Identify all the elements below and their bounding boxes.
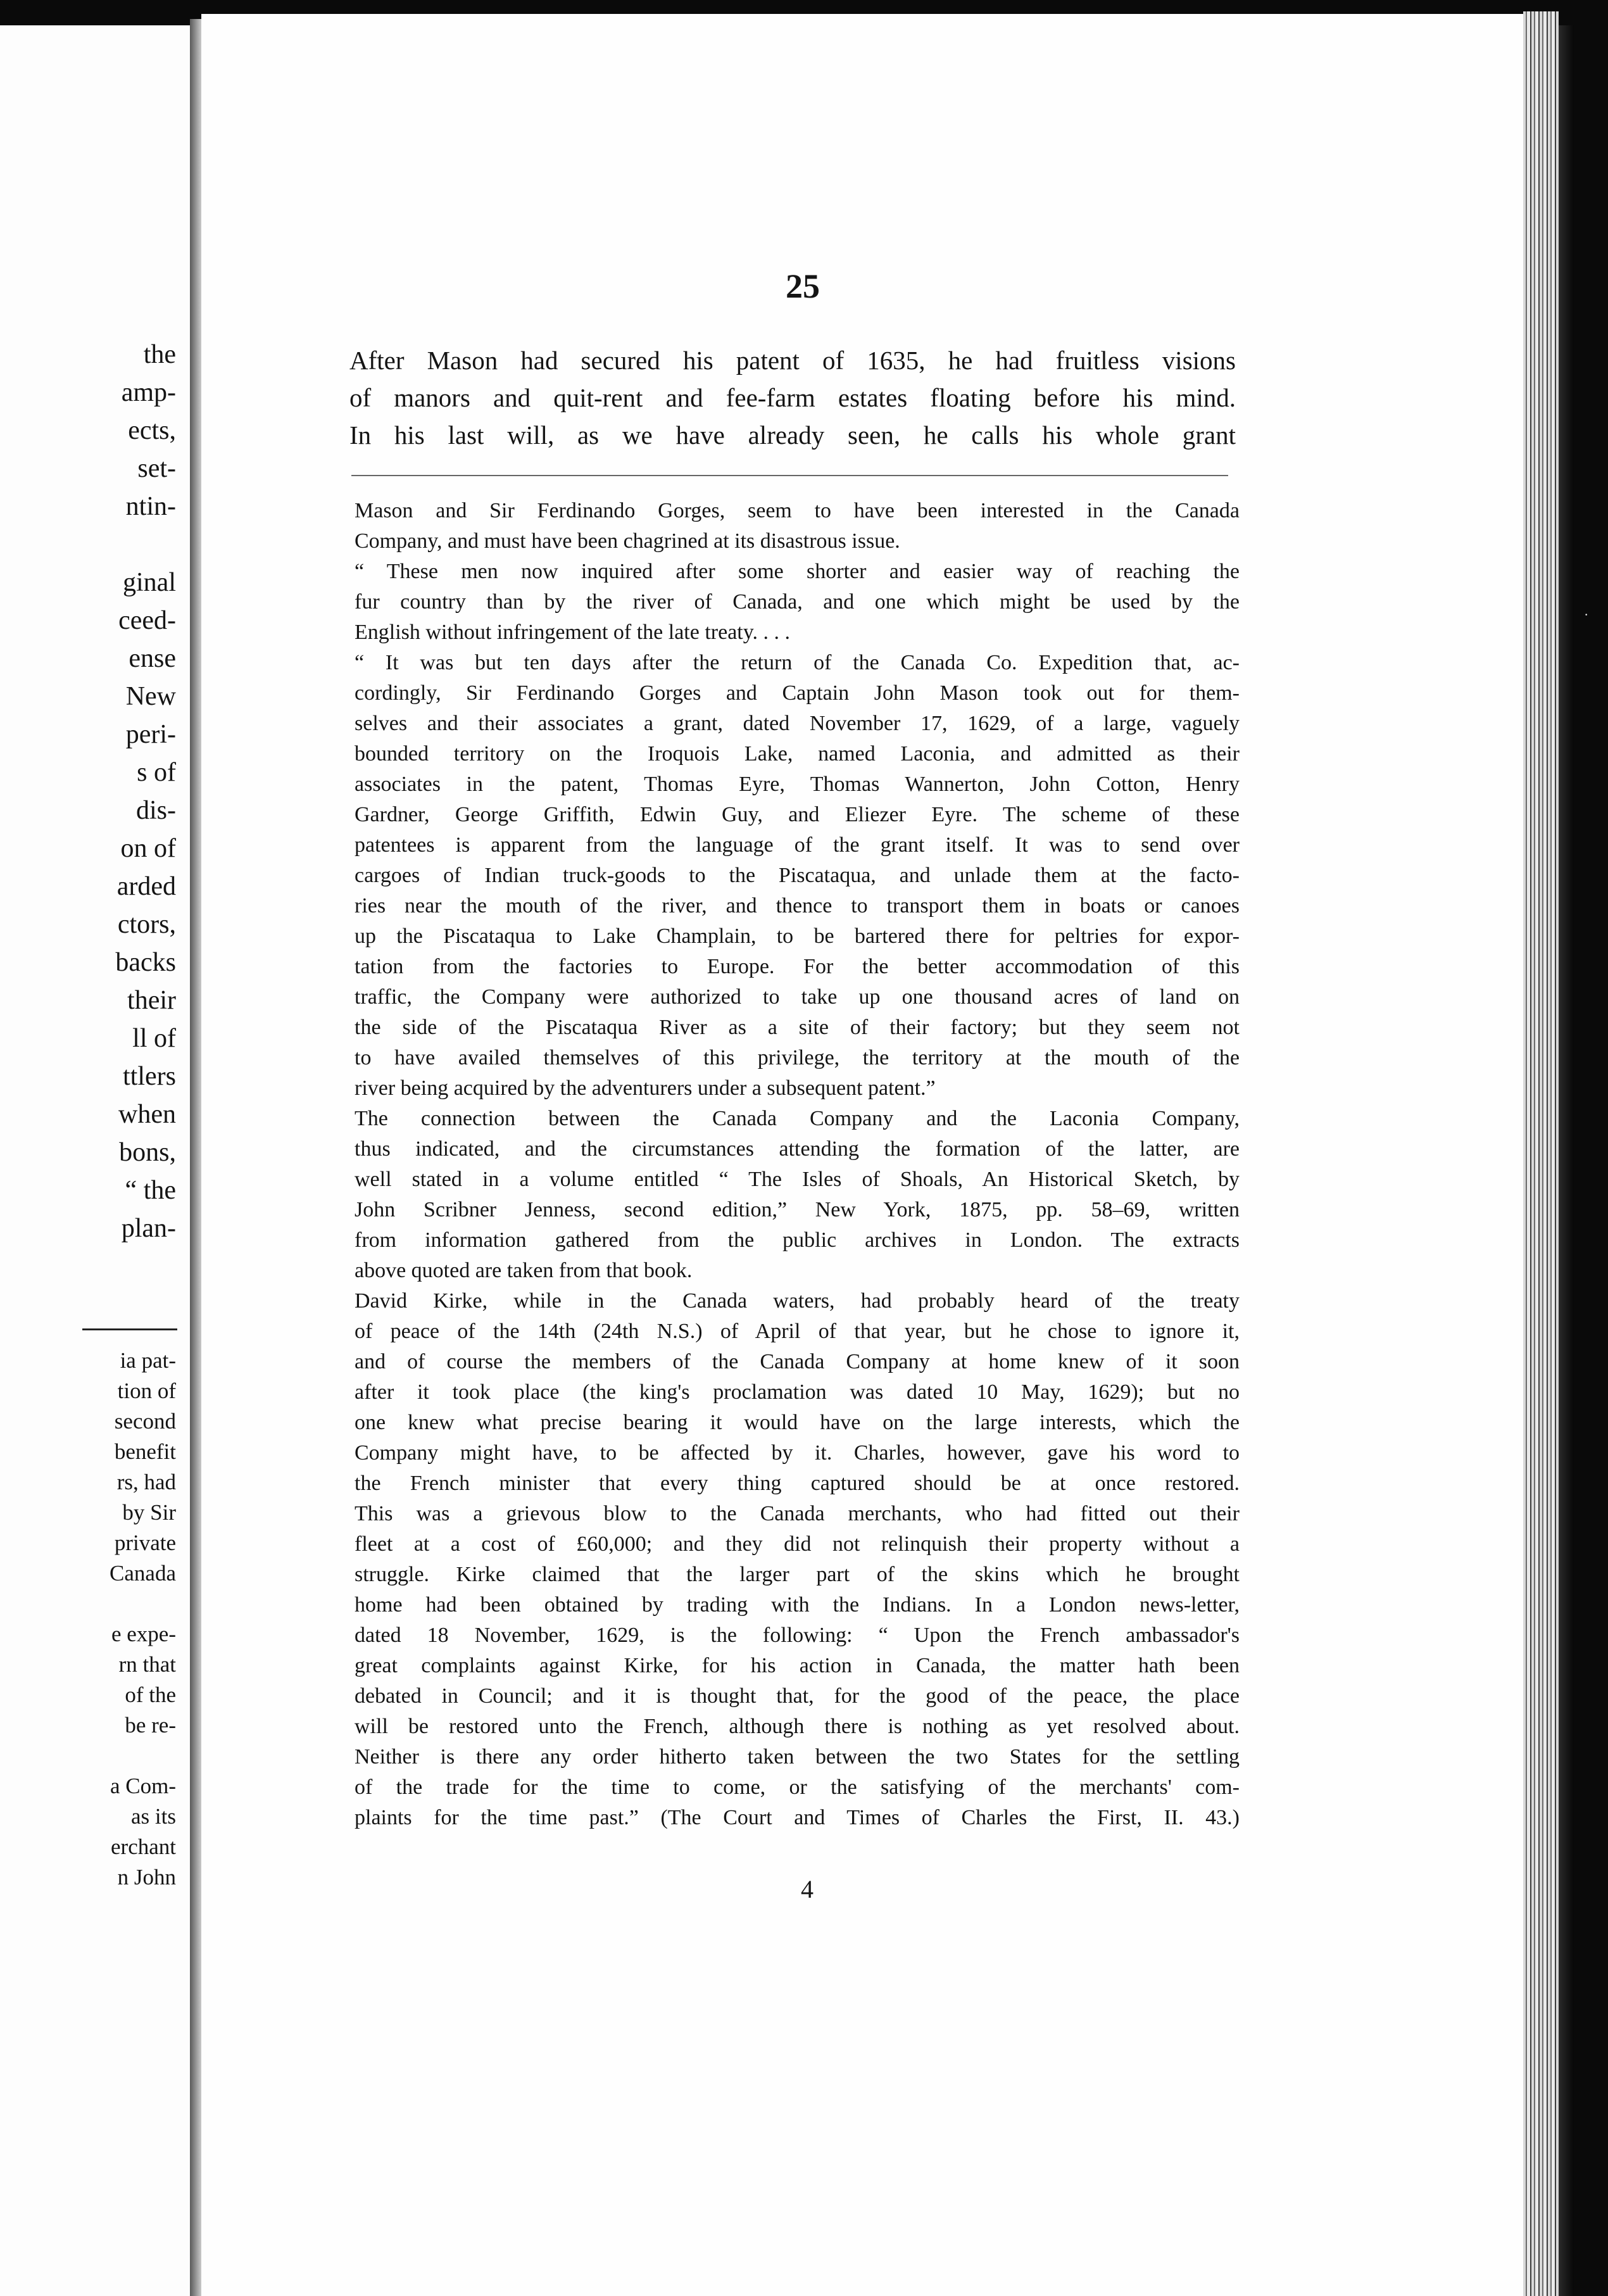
left-page-line: ttlers (123, 1062, 176, 1091)
left-page-line: ll of (132, 1024, 176, 1053)
left-page-line: ctors, (117, 910, 176, 939)
footnote-line: “ It was but ten days after the return of the Canada Co. Expedition that, ac- (355, 651, 1240, 674)
footnote-line: Company, and must have been chagrined at its disastrous issue. (355, 529, 900, 553)
left-facing-page (0, 25, 191, 2296)
left-page-line: dis- (136, 796, 176, 825)
footnote-line: dated 18 November, 1629, is the following: “ Upon the French ambassador's (355, 1624, 1240, 1647)
footnote-line: Gardner, George Griffith, Edwin Guy, and Eliezer Eyre. The scheme of these (355, 803, 1240, 826)
footnote-line: fleet at a cost of £60,000; and they did not relinquish their property without a (355, 1532, 1240, 1556)
footnote-line: the side of the Piscataqua River as a site of their factory; but they seem not (355, 1016, 1240, 1039)
footnote-line: “ These men now inquired after some shorter and easier way of reaching the (355, 560, 1240, 583)
footnote-line: one knew what precise bearing it would have on the large interests, which the (355, 1411, 1240, 1434)
left-footnote-line: a Com- (110, 1774, 176, 1798)
left-page-line: the (143, 340, 176, 369)
left-page-line: backs (115, 948, 176, 977)
left-footnote-line: e expe- (111, 1622, 176, 1646)
footnote-line: river being acquired by the adventurers under a subsequent patent.” (355, 1076, 936, 1100)
footnote-line: home had been obtained by trading with the Indians. In a London news-letter, (355, 1593, 1240, 1617)
footnote-line: Company might have, to be affected by it. Charles, however, gave his word to (355, 1441, 1240, 1465)
left-footnote-line: rs, had (116, 1470, 176, 1494)
footnote-line: traffic, the Company were authorized to take up one thousand acres of land on (355, 985, 1240, 1009)
page-number: 25 (786, 267, 820, 305)
footnote-line: Neither is there any order hitherto taken between the two States for the settling (355, 1745, 1240, 1769)
left-page-line: set- (137, 454, 176, 483)
left-footnote-line: Canada (110, 1561, 176, 1586)
page-edge-shadow (1559, 25, 1574, 2296)
left-footnote-line: by Sir (122, 1500, 176, 1525)
left-page-footnotes (0, 1346, 190, 1893)
left-page-line: their (127, 986, 176, 1015)
body-line: After Mason had secured his patent of 1635, he had fruitless visions (349, 346, 1236, 375)
left-footnote-line: rn that (118, 1652, 176, 1677)
footnote-line: bounded territory on the Iroquois Lake, named Laconia, and admitted as their (355, 742, 1240, 766)
left-page-line: ginal (123, 568, 176, 597)
left-footnote-line: ia pat- (120, 1348, 176, 1373)
left-footnote-line: second (114, 1409, 176, 1434)
left-page-gap (0, 526, 190, 564)
footnote-line: and of course the members of the Canada Company at home knew of it soon (355, 1350, 1240, 1373)
left-page-line: ects, (128, 416, 176, 445)
footnote-line: The connection between the Canada Company and the Laconia Company, (355, 1107, 1240, 1130)
left-footnote-line: as its (131, 1804, 176, 1829)
footnote-line: selves and their associates a grant, dated November 17, 1629, of a large, vaguely (355, 712, 1240, 735)
left-footnote-line: private (114, 1530, 176, 1555)
footnote-line: after it took place (the king's proclamation was dated 10 May, 1629); but no (355, 1380, 1240, 1404)
left-footnote-line: tion of (117, 1378, 176, 1403)
footnote-line: well stated in a volume entitled “ The Isles of Shoals, An Historical Sketch, by (355, 1168, 1240, 1191)
footnote-line: David Kirke, while in the Canada waters, had probably heard of the treaty (355, 1289, 1240, 1313)
left-footnote-line: of the (125, 1682, 176, 1707)
footnote-block (355, 496, 1240, 1833)
footnote-line: John Scribner Jenness, second edition,” New York, 1875, pp. 58–69, written (355, 1198, 1240, 1221)
left-page-line: ense (129, 644, 176, 673)
footnote-line: from information gathered from the public archives in London. The extracts (355, 1228, 1240, 1252)
footnote-line: English without infringement of the late treaty. . . . (355, 621, 791, 644)
footnote-line: of peace of the 14th (24th N.S.) of April of that year, but he chose to ignore it, (355, 1320, 1240, 1343)
body-line: In his last will, as we have already seen, he calls his whole grant (349, 420, 1236, 450)
left-page-line: s of (137, 758, 176, 787)
footnote-line: debated in Council; and it is thought that, for the good of the peace, the place (355, 1684, 1240, 1708)
footnote-rule (351, 475, 1228, 476)
footnote-line: associates in the patent, Thomas Eyre, Thomas Wannerton, John Cotton, Henry (355, 773, 1240, 796)
footnote-line: cargoes of Indian truck-goods to the Piscataqua, and unlade them at the facto- (355, 864, 1240, 887)
footnote-line: Mason and Sir Ferdinando Gorges, seem to have been interested in the Canada (355, 499, 1240, 522)
left-page-line: ntin- (125, 492, 176, 521)
footnote-line: above quoted are taken from that book. (355, 1259, 693, 1282)
left-page-line: New (125, 682, 176, 711)
left-page-line: peri- (125, 720, 176, 749)
left-footnote-line: be re- (125, 1713, 176, 1738)
footnote-line: plaints for the time past.” (The Court and Times of Charles the First, II. 43.) (355, 1806, 1240, 1829)
signature-mark: 4 (801, 1875, 813, 1903)
footnote-line: great complaints against Kirke, for his action in Canada, the matter hath been (355, 1654, 1240, 1677)
footnote-line: to have availed themselves of this privilege, the territory at the mouth of the (355, 1046, 1240, 1069)
left-page-line: amp- (121, 378, 176, 407)
book-gutter-shadow (190, 19, 201, 2296)
left-page-line: “ the (125, 1176, 176, 1205)
footnote-line: struggle. Kirke claimed that the larger part of the skins which he brought (355, 1563, 1240, 1586)
footnote-line: thus indicated, and the circumstances attending the formation of the latter, are (355, 1137, 1240, 1161)
left-footnote-line: n John (117, 1865, 176, 1889)
left-footnote-line: erchant (111, 1834, 176, 1859)
footnote-line: up the Piscataqua to Lake Champlain, to be bartered there for peltries for expor- (355, 924, 1240, 948)
footnote-line: will be restored unto the French, although there is nothing as yet resolved about. (355, 1715, 1240, 1738)
footnote-line: fur country than by the river of Canada, and one which might be used by the (355, 590, 1240, 614)
page-edge-stack (1523, 11, 1559, 2296)
footnote-line: tation from the factories to Europe. For the better accommodation of this (355, 955, 1240, 978)
left-page-line: when (118, 1100, 176, 1129)
footnote-line: the French minister that every thing captured should be at once restored. (355, 1472, 1240, 1495)
footnote-line: ries near the mouth of the river, and thence to transport them in boats or canoes (355, 894, 1240, 918)
left-footnote-gap (0, 1741, 190, 1771)
footnote-line: This was a grievous blow to the Canada merchants, who had fitted out their (355, 1502, 1240, 1525)
left-page-line: on of (120, 834, 176, 863)
left-footnote-rule (82, 1328, 177, 1330)
body-paragraph (349, 342, 1236, 454)
left-footnote-gap (0, 1589, 190, 1619)
footnote-line: patentees is apparent from the language of the grant itself. It was to send over (355, 833, 1240, 857)
left-page-text (0, 336, 190, 1247)
left-page-line: arded (116, 872, 176, 901)
footnote-line: cordingly, Sir Ferdinando Gorges and Captain John Mason took out for them- (355, 681, 1240, 705)
left-page-line: ceed- (118, 606, 176, 635)
footnote-line: of the trade for the time to come, or the satisfying of the merchants' com- (355, 1776, 1240, 1799)
body-line: of manors and quit-rent and fee-farm estates floating before his mind. (349, 383, 1236, 412)
left-page-line: bons, (119, 1138, 176, 1167)
edge-blemish: · (1584, 607, 1589, 622)
left-page-line: plan- (121, 1214, 176, 1243)
left-footnote-line: benefit (114, 1439, 176, 1464)
